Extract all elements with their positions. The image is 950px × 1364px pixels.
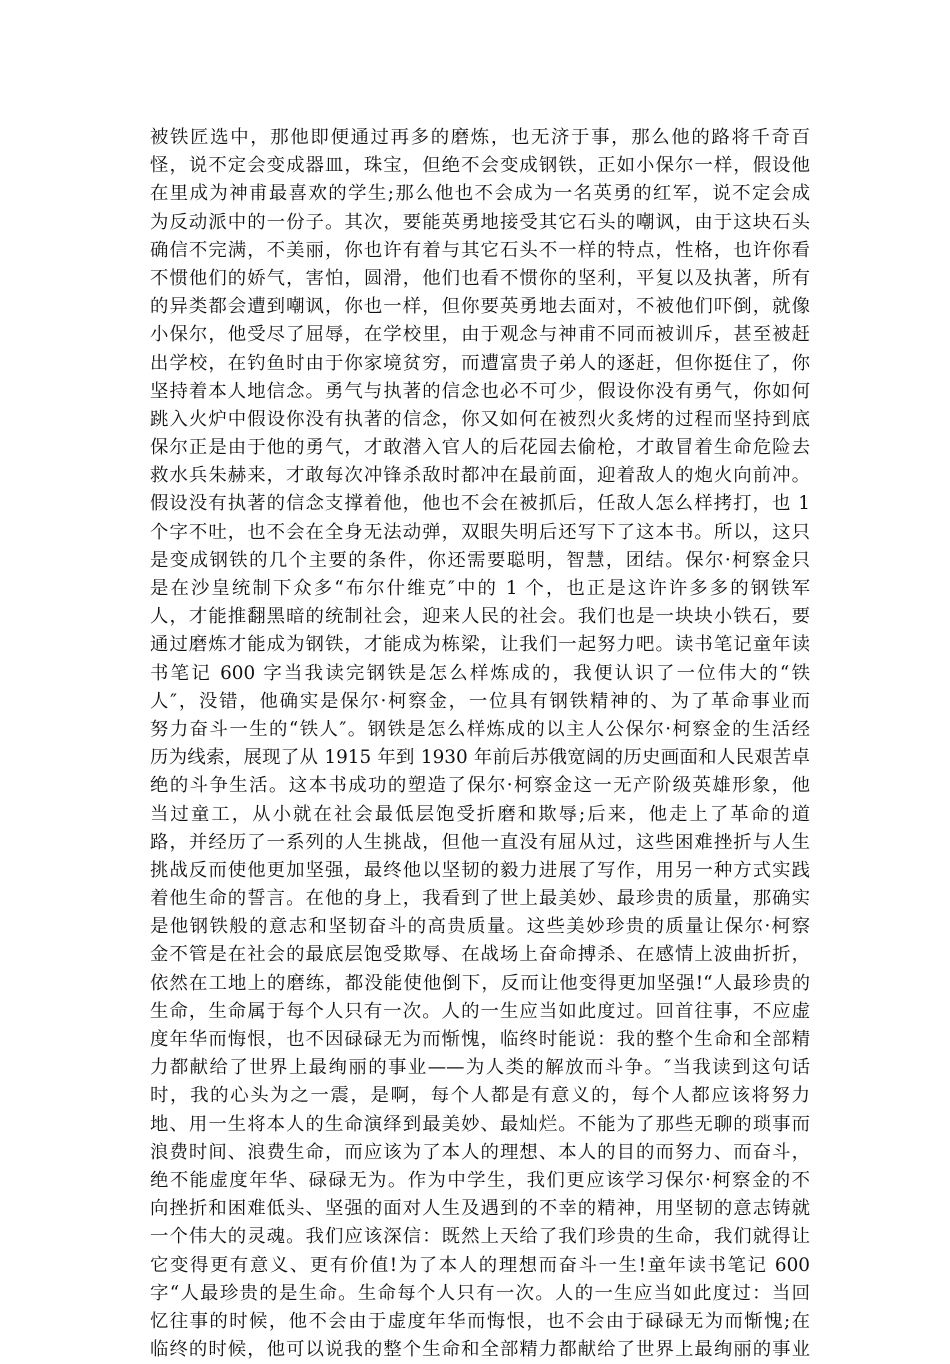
body-text xyxy=(150,124,810,1364)
text-line: 绝的斗争生活。这本书成功的塑造了保尔·柯察金这一无产阶级英雄形象，他 xyxy=(150,775,810,797)
text-line: 为反动派中的一份子。其次，要能英勇地接受其它石头的嘲讽，由于这块石头 xyxy=(150,211,810,233)
text-line: 历为线索，展现了从 1915 年到 1930 年前后苏俄宽阔的历史画面和人民艰苦卓 xyxy=(150,747,810,769)
text-line: 临终的时候，他可以说我的整个生命和全部精力都献给了世界上最绚丽的事业 xyxy=(150,1339,810,1361)
text-line: 人″，没错，他确实是保尔·柯察金，一位具有钢铁精神的、为了革命事业而 xyxy=(150,690,810,712)
text-line: 保尔正是由于他的勇气，才敢潜入官人的后花园去偷枪，才敢冒着生命危险去 xyxy=(150,437,810,459)
text-line: 字“人最珍贵的是生命。生命每个人只有一次。人的一生应当如此度过：当回 xyxy=(150,1282,810,1304)
text-line: 书笔记 600 字当我读完钢铁是怎么样炼成的，我便认识了一位伟大的“铁 xyxy=(150,662,810,684)
text-line: 绝不能虚度年华、碌碌无为。作为中学生，我们更应该学习保尔·柯察金的不 xyxy=(150,1169,810,1191)
text-line: 它变得更有意义、更有价值!为了本人的理想而奋斗一生!童年读书笔记 600 xyxy=(150,1254,810,1276)
text-line: 坚持着本人地信念。勇气与执著的信念也必不可少，假设你没有勇气，你如何 xyxy=(150,380,810,402)
text-line: 确信不完满，不美丽，你也许有着与其它石头不一样的特点，性格，也许你看 xyxy=(150,239,810,261)
text-line: 出学校，在钓鱼时由于你家境贫穷，而遭富贵子弟人的逐赶，但你挺住了，你 xyxy=(150,352,810,374)
text-line: 在里成为神甫最喜欢的学生;那么他也不会成为一名英勇的红军，说不定会成 xyxy=(150,183,810,205)
text-line: 一个伟大的灵魂。我们应该深信：既然上天给了我们珍贵的生命，我们就得让 xyxy=(150,1226,810,1248)
text-line: 个字不吐，也不会在全身无法动弹，双眼失明后还写下了这本书。所以，这只 xyxy=(150,521,810,543)
text-line: 的异类都会遭到嘲讽，你也一样，但你要英勇地去面对，不被他们吓倒，就像 xyxy=(150,296,810,318)
text-line: 人，才能推翻黑暗的统制社会，迎来人民的社会。我们也是一块块小铁石，要 xyxy=(150,606,810,628)
text-line: 时，我的心头为之一震，是啊，每个人都是有意义的，每个人都应该将努力 xyxy=(150,1085,810,1107)
text-line: 小保尔，他受尽了屈辱，在学校里，由于观念与神甫不同而被训斥，甚至被赶 xyxy=(150,324,810,346)
text-line: 金不管是在社会的最底层饱受欺辱、在战场上奋命搏杀、在感情上波曲折折， xyxy=(150,944,810,966)
text-line: 是变成钢铁的几个主要的条件，你还需要聪明，智慧，团结。保尔·柯察金只 xyxy=(150,549,810,571)
text-line: 浪费时间、浪费生命，而应该为了本人的理想、本人的目的而努力、而奋斗， xyxy=(150,1141,810,1163)
text-line: 不惯他们的娇气，害怕，圆滑，他们也看不惯你的坚利，平复以及执著，所有 xyxy=(150,267,810,289)
text-line: 向挫折和困难低头、坚强的面对人生及遇到的不幸的精神，用坚韧的意志铸就 xyxy=(150,1198,810,1220)
text-line: 度年华而悔恨，也不因碌碌无为而惭愧，临终时能说：我的整个生命和全部精 xyxy=(150,1029,810,1050)
text-line: 救水兵朱赫来，才敢每次冲锋杀敌时都冲在最前面，迎着敌人的炮火向前冲。 xyxy=(150,465,810,487)
text-line: 通过磨炼才能成为钢铁，才能成为栋梁，让我们一起努力吧。读书笔记童年读 xyxy=(150,634,810,656)
text-line: 依然在工地上的磨练，都没能使他倒下，反而让他变得更加坚强!“人最珍贵的 xyxy=(150,972,810,994)
text-line: 路，并经历了一系列的人生挑战，但他一直没有屈从过，这些困难挫折与人生 xyxy=(150,831,810,853)
text-line: 地、用一生将本人的生命演绎到最美妙、最灿烂。不能为了那些无聊的琐事而 xyxy=(150,1113,810,1135)
text-line: 忆往事的时候，他不会由于虚度年华而悔恨，也不会由于碌碌无为而惭愧;在 xyxy=(150,1310,810,1332)
text-line: 挑战反而使他更加坚强，最终他以坚韧的毅力进展了写作，用另一种方式实践 xyxy=(150,859,810,881)
text-line: 当过童工，从小就在社会最低层饱受折磨和欺辱;后来，他走上了革命的道 xyxy=(150,803,810,825)
text-line: 是他钢铁般的意志和坚韧奋斗的高贵质量。这些美妙珍贵的质量让保尔·柯察 xyxy=(150,916,810,938)
text-line: 被铁匠选中，那他即便通过再多的磨炼，也无济于事，那么他的路将千奇百 xyxy=(150,127,810,148)
text-line: 生命，生命属于每个人只有一次。人的一生应当如此度过。回首往事，不应虚 xyxy=(150,1000,810,1022)
text-line: 跳入火炉中假设你没有执著的信念，你又如何在被烈火炙烤的过程而坚持到底 xyxy=(150,408,810,430)
text-line: 怪，说不定会变成器皿，珠宝，但绝不会变成钢铁，正如小保尔一样，假设他 xyxy=(150,155,810,177)
text-line: 假设没有执著的信念支撑着他，他也不会在被抓后，任敌人怎么样拷打，也 1 xyxy=(150,493,810,515)
text-line: 力都献给了世界上最绚丽的事业——为人类的解放而斗争。″当我读到这句话 xyxy=(150,1057,810,1079)
text-line: 努力奋斗一生的“铁人″。钢铁是怎么样炼成的以主人公保尔·柯察金的生活经 xyxy=(150,718,810,740)
text-line: 着他生命的誓言。在他的身上，我看到了世上最美妙、最珍贵的质量，那确实 xyxy=(150,888,810,910)
text-line: 是在沙皇统制下众多“布尔什维克″中的 1 个，也正是这许许多多的钢铁军 xyxy=(150,578,810,599)
